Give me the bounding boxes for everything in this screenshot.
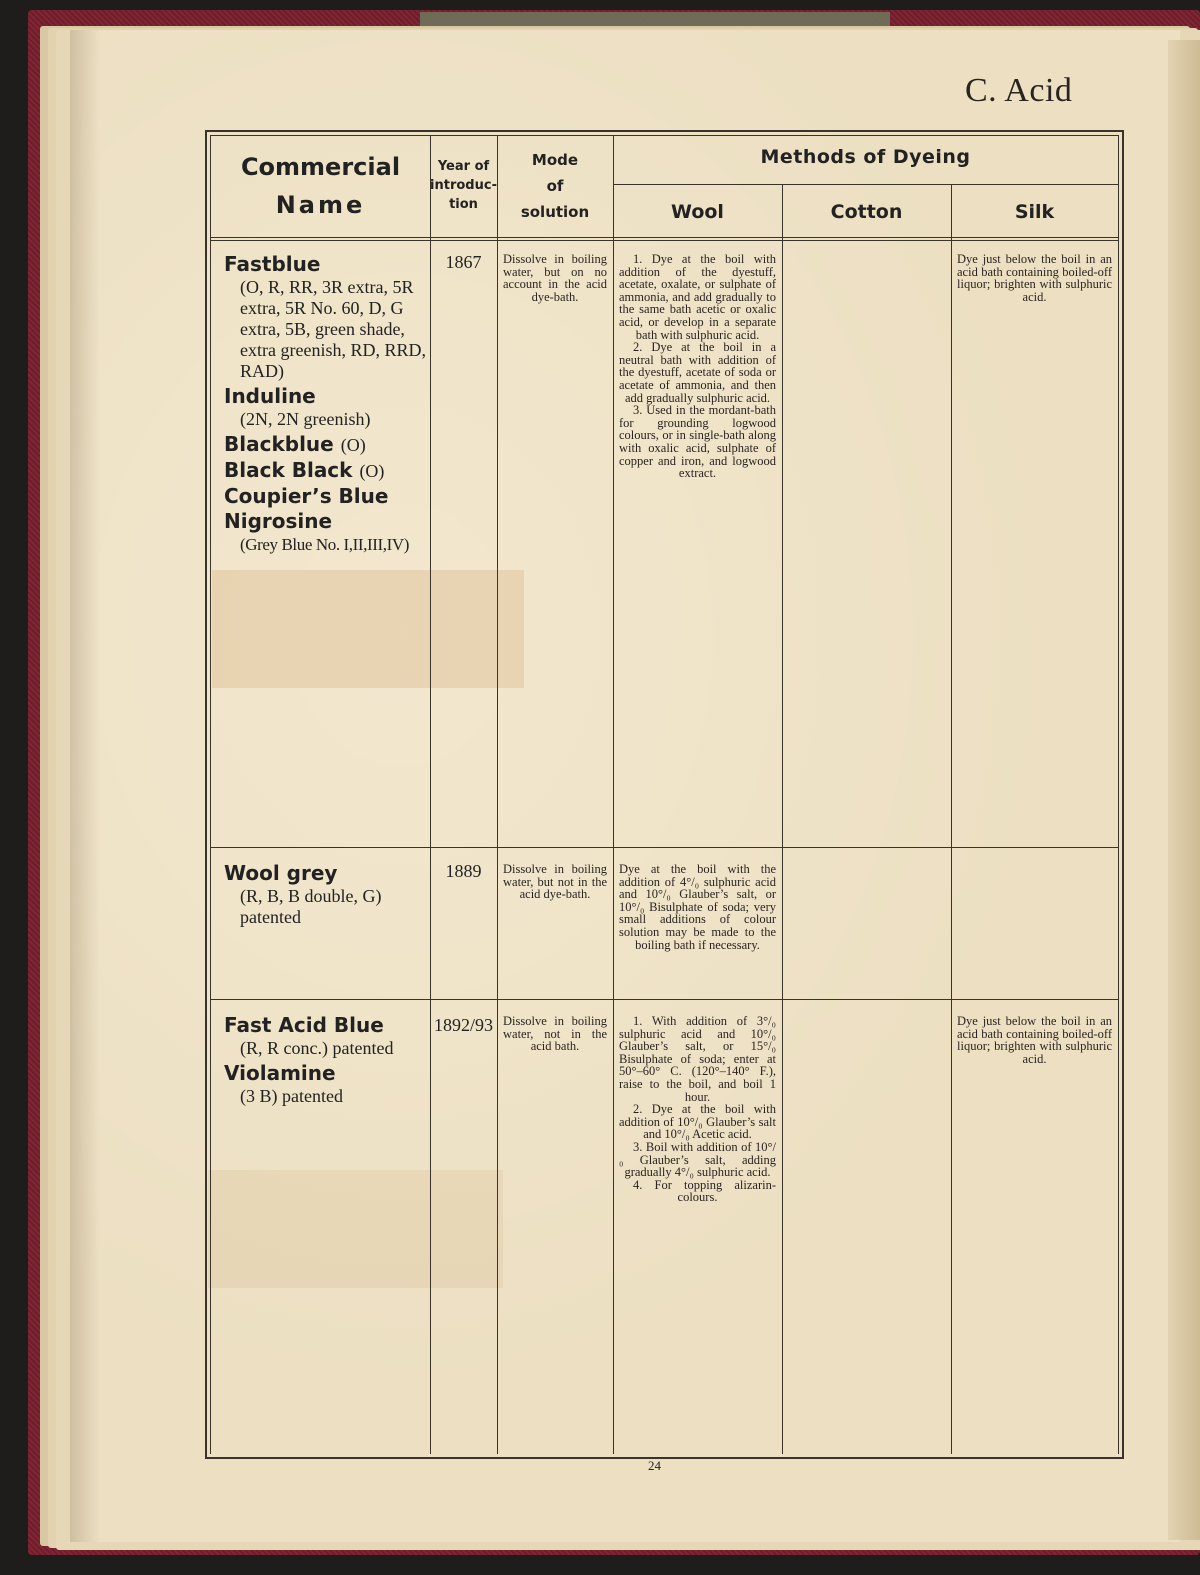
header-commercial-name <box>211 148 430 224</box>
header-text: introduc- <box>430 178 497 193</box>
wool-step: 3. Used in the mordant-bath for grounding logwood colours, or in single-bath along with oxalic acid, sulphate of copper and iron, and logwood extract. <box>619 403 776 481</box>
dye-name-line <box>224 432 430 458</box>
row-divider <box>211 999 1118 1000</box>
dye-table <box>205 130 1124 1459</box>
row3-year: 1892/93 <box>433 1015 493 1035</box>
dye-variants: (R, B, B double, G) patented <box>240 886 382 927</box>
row1-commercial-names <box>224 252 430 557</box>
dye-name-line <box>224 458 430 484</box>
header-text: solution <box>520 203 590 221</box>
dye-variants: (2N, 2N greenish) <box>240 409 371 429</box>
row2-commercial-names <box>224 861 430 930</box>
row3-wool-method <box>619 1015 776 1204</box>
dye-name: Coupier’s Blue <box>224 484 389 508</box>
section-title: C. Acid <box>965 72 1073 109</box>
row3-silk-method: Dye just below the boil in an acid bath containing boiled-off liquor; brighten with sulphuric acid. <box>957 1014 1112 1066</box>
wool-step: 1. Dye at the boil with addition of the dyestuff, acetate, oxalate, or sulphate of ammonia, and add gradually to the same bath acetic or oxalic acid, or develop in a separate bath with sulphuric acid. <box>619 252 776 342</box>
row1-silk-method: Dye just below the boil in an acid bath containing boiled-off liquor; brighten with sulphuric acid. <box>957 252 1112 304</box>
dye-variants: (R, R conc.) patented <box>240 1038 394 1058</box>
wool-step: 2. Dye at the boil with addition of 10°/₀ Glauber’s salt and 10°/₀ Acetic acid. <box>619 1102 776 1142</box>
header-silk: Silk <box>1014 201 1055 223</box>
dye-table-inner-border <box>210 135 1119 1454</box>
row3-commercial-names <box>224 1013 430 1109</box>
dye-name: Fastblue <box>224 252 321 276</box>
row2-mode: Dissolve in boiling water, but not in the acid dye-bath. <box>503 862 607 902</box>
header-wool: Wool <box>671 201 724 223</box>
header-text: Name <box>275 191 366 219</box>
dye-variants: (3 B) patented <box>240 1086 343 1106</box>
row2-year: 1889 <box>445 861 482 881</box>
wool-step: Dye at the boil with the addition of 4°/₀ sulphuric acid and 10°/₀ Glauber’s salt, or 10°/₀ Bisulphate of soda; very small additions of colour solution may be made to the boiling bath if necessary. <box>619 862 776 952</box>
dye-name: Fast Acid Blue <box>224 1013 384 1037</box>
dye-variants: (O) <box>359 461 385 481</box>
column-divider <box>951 184 952 1454</box>
dye-variants: (Grey Blue No. I,II,III,IV) <box>240 535 410 554</box>
page-gutter-shadow <box>70 30 100 1542</box>
header-text: Mode <box>531 151 579 169</box>
dye-name: Violamine <box>224 1061 336 1085</box>
dye-name: Wool grey <box>224 861 338 885</box>
header-methods: Methods of Dyeing <box>760 146 971 168</box>
row1-mode: Dissolve in boiling water, but on no account in the acid dye-bath. <box>503 252 607 304</box>
row2-wool-method <box>619 863 776 951</box>
header-text: tion <box>449 197 478 212</box>
dye-name: Black Black <box>224 458 353 482</box>
wool-step: 4. For topping alizarin-colours. <box>633 1177 776 1205</box>
header-rule <box>211 237 1118 238</box>
row1-year: 1867 <box>445 252 482 272</box>
wool-step: 2. Dye at the boil in a neutral bath with addition of the dyestuff, acetate of soda or acetate of ammonia, and then add gradually sulphuric acid. <box>619 340 776 405</box>
wool-step: 3. Boil with addition of 10°/₀ Glauber’s salt, adding gradually 4°/₀ sulphuric acid. <box>619 1139 776 1180</box>
dye-name: Induline <box>224 384 316 408</box>
header-cotton: Cotton <box>830 201 903 223</box>
row1-wool-method <box>619 253 776 480</box>
row3-mode: Dissolve in boiling water, not in the acid bath. <box>503 1014 607 1054</box>
column-divider <box>430 136 431 1454</box>
dye-variants: (O) <box>340 435 366 455</box>
facing-page-edge <box>1168 40 1200 1540</box>
header-rule <box>211 240 1118 241</box>
header-subdivider <box>613 184 1118 185</box>
header-mode <box>497 147 613 225</box>
header-text: Commercial <box>240 153 401 181</box>
wool-step: 1. With addition of 3°/₀ sulphuric acid and 10°/₀ Glauber’s salt, or 15°/₀ Bisulphate of soda; enter at 50°–60° C. (120°–140° F.), raise to the boil, and boil 1 hour. <box>619 1014 776 1104</box>
header-text: Year of <box>437 159 490 174</box>
dye-name: Nigrosine <box>224 509 333 533</box>
dye-name: Blackblue <box>224 432 334 456</box>
header-year <box>430 157 497 214</box>
header-text: of <box>546 177 564 195</box>
column-divider <box>613 136 614 1454</box>
column-divider <box>782 184 783 1454</box>
row-divider <box>211 847 1118 848</box>
page-number: 24 <box>648 1458 661 1473</box>
dye-variants: (O, R, RR, 3R extra, 5R extra, 5R No. 60, D, G extra, 5B, green shade, extra greenish, RD, RRD, RAD) <box>240 277 426 381</box>
column-divider <box>497 136 498 1454</box>
